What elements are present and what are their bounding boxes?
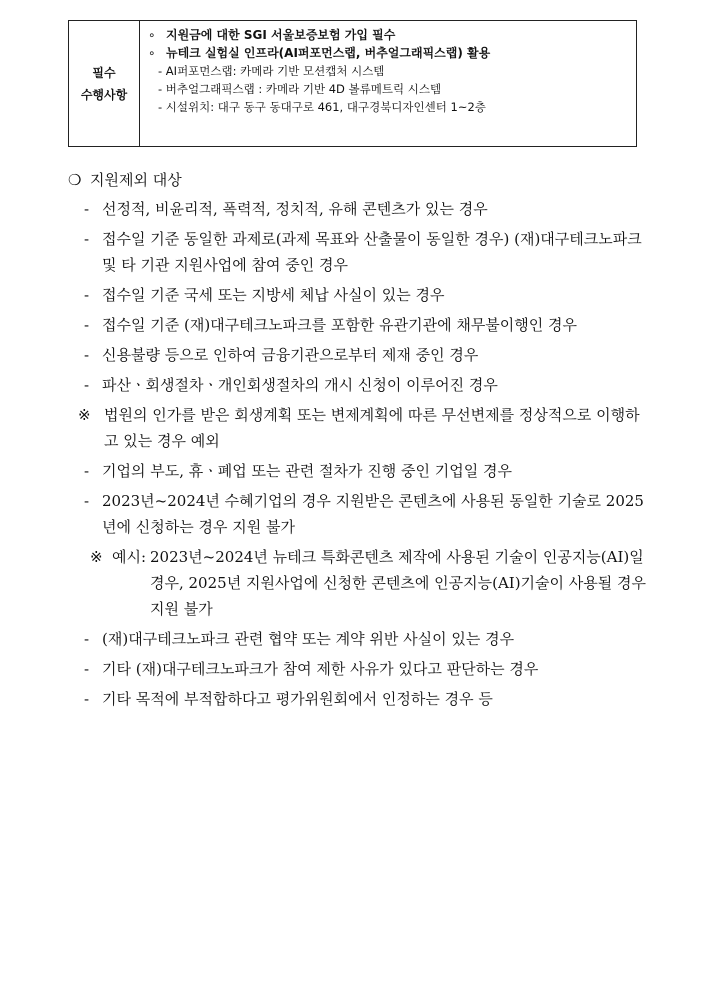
bullet-icon: ∘	[148, 46, 156, 60]
dash-icon: -	[84, 230, 90, 248]
exclusion-text: 2023년~2024년 수혜기업의 경우 지원받은 콘텐츠에 사용된 동일한 기술로 2025년에 신청하는 경우 지원 불가	[102, 492, 644, 536]
exclusions-section	[68, 168, 648, 716]
requirement-text: 지원금에 대한 SGI 서울보증보험 가입 필수	[166, 28, 396, 42]
exclusion-item	[68, 626, 648, 652]
bullet-icon: ∘	[148, 28, 156, 42]
reference-mark-icon: ※	[90, 548, 103, 566]
example-text: 2023년~2024년 뉴테크 특화콘텐츠 제작에 사용된 기술이 인공지능(AI)일 경우, 2025년 지원사업에 신청한 콘텐츠에 인공지능(AI)기술이 사용될 경우 지원 불가	[150, 548, 647, 618]
exclusion-text: 접수일 기준 동일한 과제로(과제 목표와 산출물이 동일한 경우) (재)대구테크노파크 및 타 기관 지원사업에 참여 중인 경우	[102, 230, 642, 274]
requirement-subline: - 버추얼그래픽스랩 : 카메라 기반 4D 볼류메트릭 시스템	[158, 82, 442, 96]
exclusion-item	[68, 282, 648, 308]
exclusion-item	[68, 196, 648, 222]
dash-icon: -	[84, 376, 90, 394]
example-label: 예시:	[112, 548, 147, 566]
dash-icon: -	[84, 200, 90, 218]
exclusion-text: 접수일 기준 (재)대구테크노파크를 포함한 유관기관에 채무불이행인 경우	[102, 316, 578, 334]
dash-icon: -	[84, 660, 90, 678]
section-title	[68, 168, 648, 192]
note-text: 법원의 인가를 받은 회생계획 또는 변제계획에 따른 무선변제를 정상적으로 이행하고 있는 경우 예외	[104, 406, 640, 450]
requirements-table	[68, 20, 637, 147]
dash-icon: -	[84, 690, 90, 708]
requirements-header-line2: 수행사항	[80, 87, 128, 102]
exclusion-text: 기업의 부도, 휴ㆍ폐업 또는 관련 절차가 진행 중인 기업일 경우	[102, 462, 512, 480]
dash-icon: -	[84, 316, 90, 334]
exclusion-text: 파산ㆍ회생절차ㆍ개인회생절차의 개시 신청이 이루어진 경우	[102, 376, 498, 394]
exclusion-item	[68, 686, 648, 712]
circle-bullet-icon: ❍	[68, 171, 82, 189]
exclusion-text: 선정적, 비윤리적, 폭력적, 정치적, 유해 콘텐츠가 있는 경우	[102, 200, 488, 218]
requirement-text: 뉴테크 실험실 인프라(AI퍼포먼스랩, 버추얼그래픽스랩) 활용	[166, 46, 491, 60]
requirements-header	[69, 21, 140, 146]
dash-icon: -	[84, 286, 90, 304]
exclusion-text: (재)대구테크노파크 관련 협약 또는 계약 위반 사실이 있는 경우	[102, 630, 515, 648]
requirement-subline: - 시설위치: 대구 동구 동대구로 461, 대구경북디자인센터 1~2층	[158, 100, 486, 114]
dash-icon: -	[84, 346, 90, 364]
exclusion-text: 접수일 기준 국세 또는 지방세 체납 사실이 있는 경우	[102, 286, 445, 304]
exclusion-example	[68, 544, 648, 622]
exclusion-text: 신용불량 등으로 인하여 금융기관으로부터 제재 중인 경우	[102, 346, 479, 364]
reference-mark-icon: ※	[78, 406, 91, 424]
requirements-body	[140, 21, 636, 146]
exclusion-item	[68, 458, 648, 484]
requirement-line	[148, 26, 636, 44]
exclusion-item	[68, 312, 648, 338]
exclusion-text: 기타 목적에 부적합하다고 평가위원회에서 인정하는 경우 등	[102, 690, 493, 708]
section-title-text: 지원제외 대상	[90, 171, 182, 189]
exclusion-item	[68, 342, 648, 368]
exclusion-item	[68, 656, 648, 682]
exclusion-item	[68, 226, 648, 278]
exclusion-text: 기타 (재)대구테크노파크가 참여 제한 사유가 있다고 판단하는 경우	[102, 660, 539, 678]
dash-icon: -	[84, 462, 90, 480]
requirements-header-line1: 필수	[92, 65, 116, 80]
dash-icon: -	[84, 492, 90, 510]
dash-icon: -	[84, 630, 90, 648]
exclusion-item	[68, 372, 648, 398]
requirement-line	[148, 44, 636, 62]
requirement-subline: - AI퍼포먼스랩: 카메라 기반 모션캡처 시스템	[158, 64, 385, 78]
exclusion-note	[68, 402, 648, 454]
exclusion-item	[68, 488, 648, 540]
